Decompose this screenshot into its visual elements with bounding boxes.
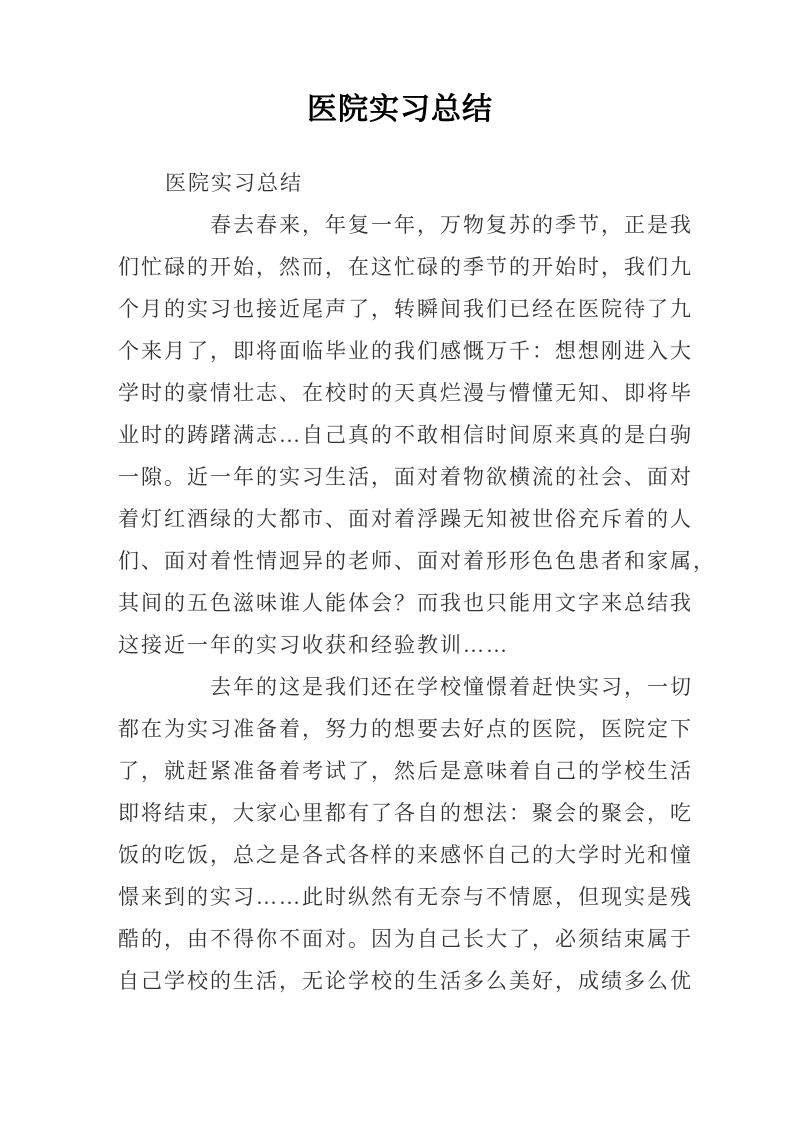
- document-title: 医院实习总结: [307, 93, 493, 126]
- paragraph-line: 们、面对着性情迥异的老师、面对着形形色色患者和家属，: [118, 549, 716, 573]
- paragraph-line: 了，就赶紧准备着考试了，然后是意味着自己的学校生活: [118, 759, 693, 783]
- paragraph-line: 春去春来，年复一年，万物复苏的季节，正是我: [210, 213, 693, 237]
- paragraph-line: 学时的豪情壮志、在校时的天真烂漫与懵懂无知、即将毕: [118, 381, 693, 405]
- paragraph-line: 着灯红酒绿的大都市、面对着浮躁无知被世俗充斥着的人: [118, 507, 693, 531]
- paragraph-line: 这接近一年的实习收获和经验教训……: [118, 633, 509, 657]
- paragraph-line: 们忙碌的开始，然而，在这忙碌的季节的开始时，我们九: [118, 255, 693, 279]
- document-subtitle: 医院实习总结: [165, 171, 303, 195]
- paragraph-line: 自己学校的生活，无论学校的生活多么美好，成绩多么优: [118, 969, 693, 993]
- paragraph-line: 业时的踌躇满志…自己真的不敢相信时间原来真的是白驹: [118, 423, 693, 447]
- document-body: [118, 162, 716, 1002]
- paragraph-line: 酷的，由不得你不面对。因为自己长大了，必须结束属于: [118, 927, 693, 951]
- paragraph-line: 个来月了，即将面临毕业的我们感慨万千：想想刚进入大: [118, 339, 693, 363]
- paragraph-line: 去年的这是我们还在学校憧憬着赶快实习，一切: [210, 675, 693, 699]
- paragraph: [118, 666, 694, 1002]
- paragraph-line: 一隙。近一年的实习生活，面对着物欲横流的社会、面对: [118, 465, 693, 489]
- paragraph-line: 都在为实习准备着，努力的想要去好点的医院，医院定下: [118, 717, 693, 741]
- paragraph-line: 个月的实习也接近尾声了，转瞬间我们已经在医院待了九: [118, 297, 693, 321]
- paragraph-line: 憬来到的实习……此时纵然有无奈与不情愿，但现实是残: [118, 885, 693, 909]
- paragraph: [118, 204, 716, 666]
- paragraph-line: 即将结束，大家心里都有了各自的想法：聚会的聚会，吃: [118, 801, 693, 825]
- paragraph-line: 其间的五色滋味谁人能体会？而我也只能用文字来总结我: [118, 591, 693, 615]
- paragraph-line: 饭的吃饭，总之是各式各样的来感怀自己的大学时光和憧: [118, 843, 693, 867]
- paragraph-container: [118, 204, 716, 1002]
